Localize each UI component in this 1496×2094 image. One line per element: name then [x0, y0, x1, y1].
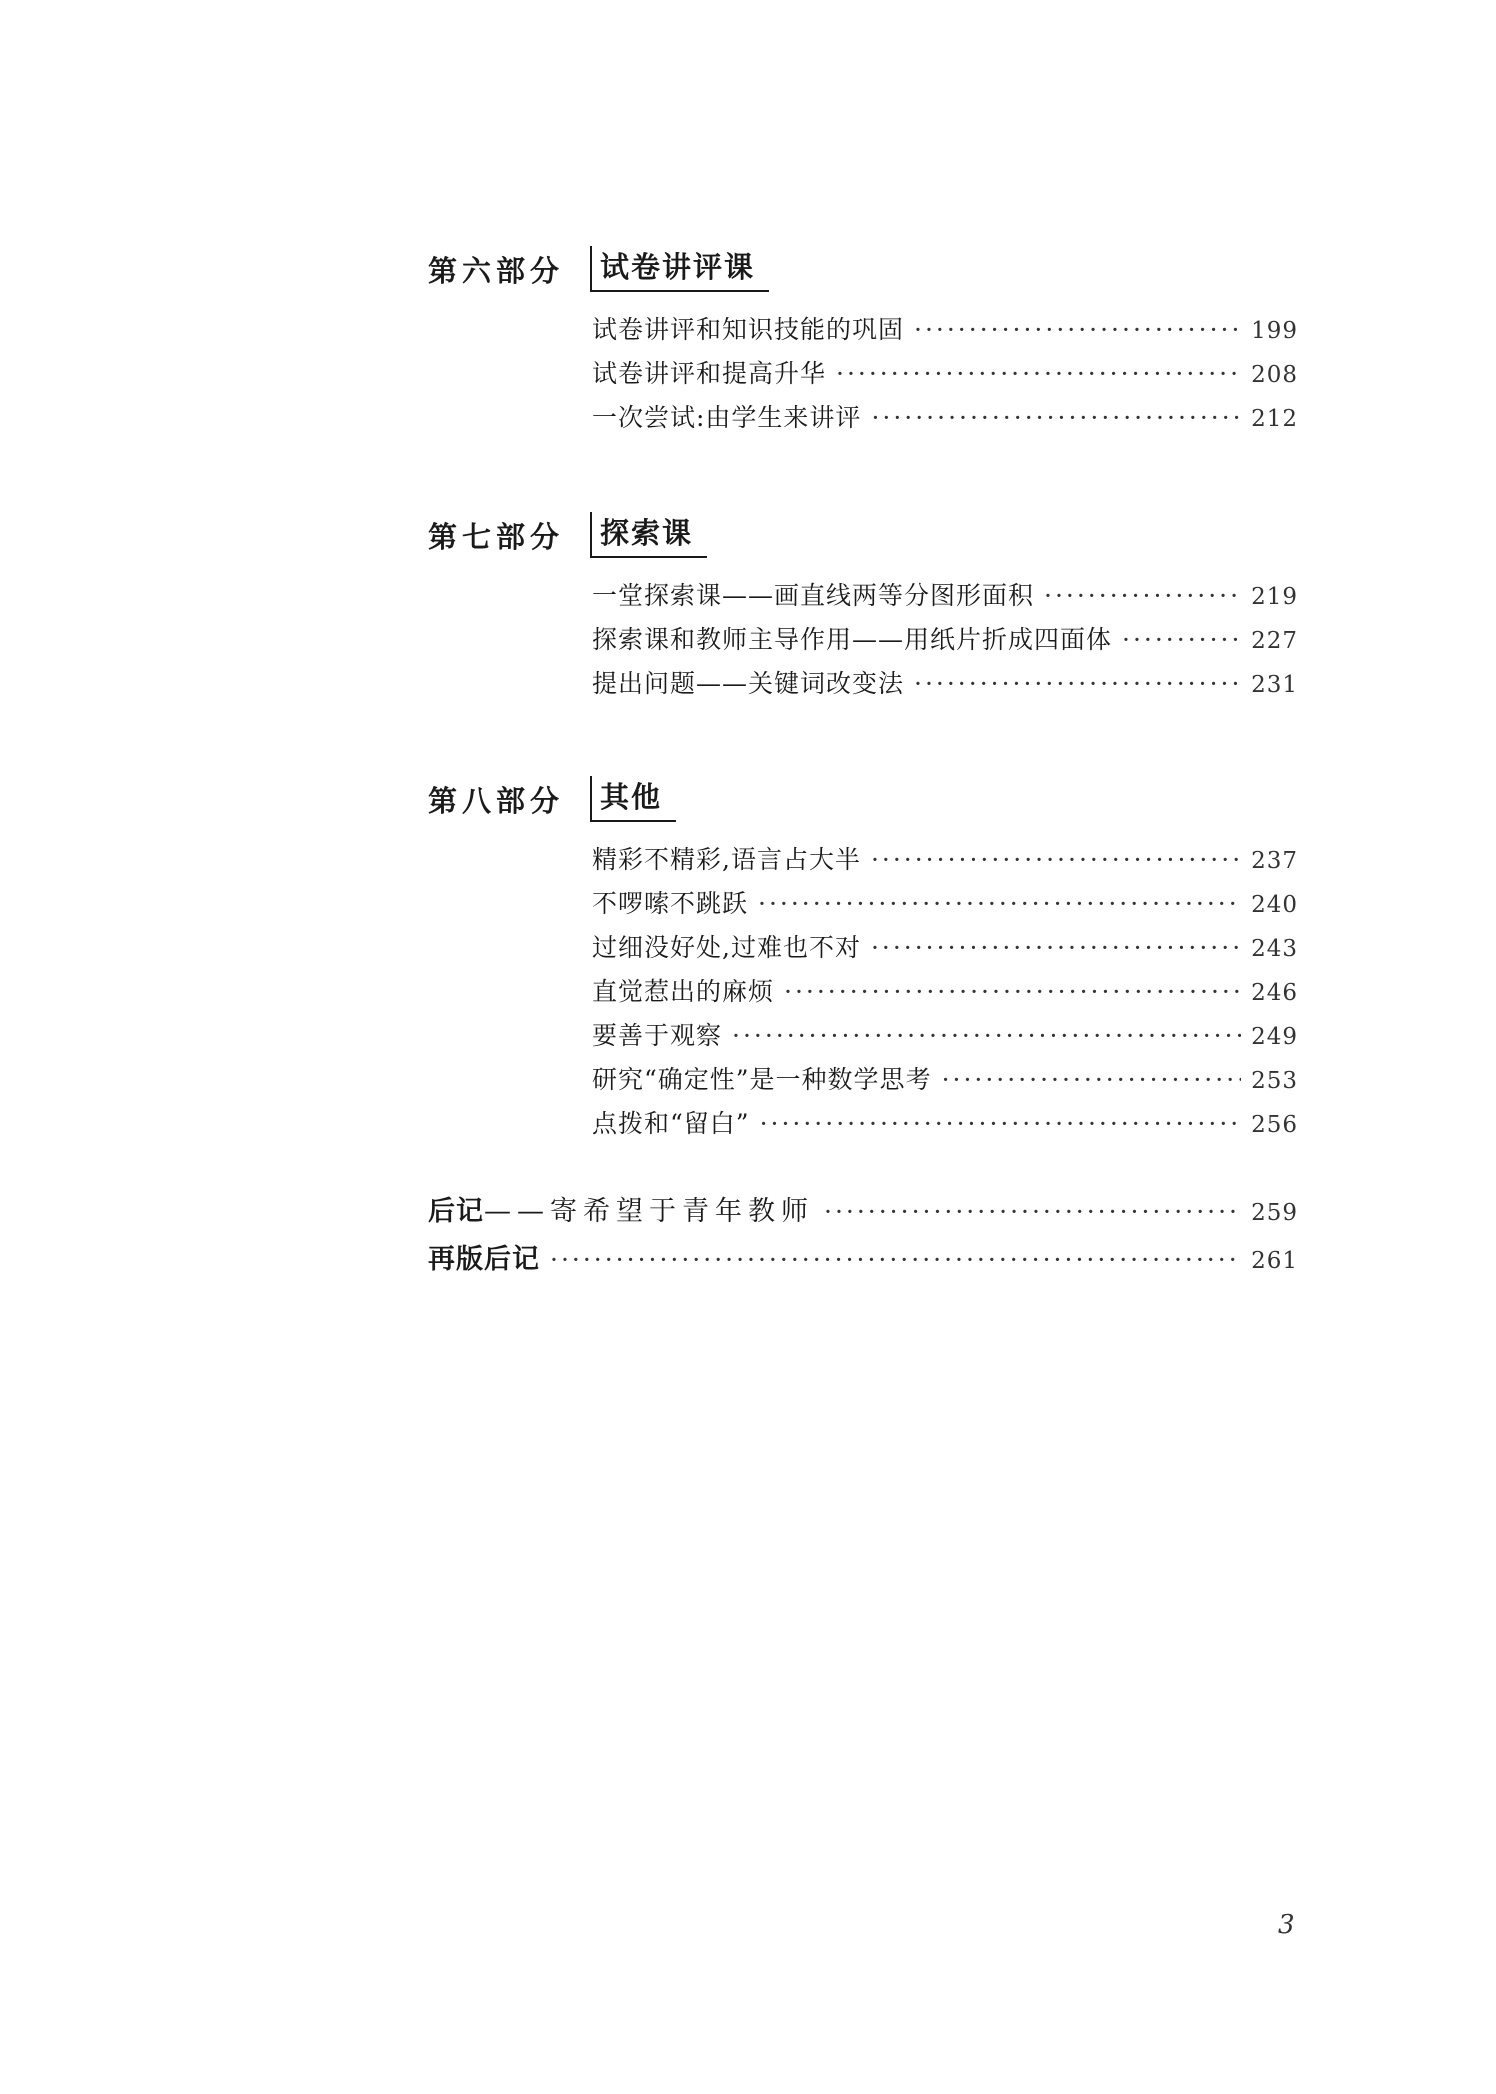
- toc-entry[interactable]: [592, 882, 1298, 926]
- toc-entry[interactable]: [592, 308, 1298, 352]
- toc-entry-title: [428, 1188, 814, 1236]
- leader-dots: [758, 882, 1241, 926]
- toc-entry[interactable]: [592, 926, 1298, 970]
- toc-entry-title: 不啰嗦不跳跃: [592, 889, 749, 918]
- leader-dots: [942, 1058, 1242, 1102]
- leader-dots: [871, 926, 1241, 970]
- toc-entry-page: 227: [1251, 628, 1298, 654]
- part-heading: [428, 512, 707, 558]
- toc-entry[interactable]: [592, 838, 1298, 882]
- toc-entry[interactable]: [592, 970, 1298, 1014]
- part-title: 其他: [590, 776, 676, 822]
- toc-entries: [592, 574, 1298, 706]
- part-heading: [428, 776, 676, 822]
- toc-entry-page: 212: [1251, 406, 1298, 432]
- part-label: 第八部分: [428, 783, 565, 818]
- toc-entry-title: 试卷讲评和知识技能的巩固: [592, 315, 905, 344]
- toc-entry-title: 直觉惹出的麻烦: [592, 977, 775, 1006]
- toc-entry-title: 提出问题——关键词改变法: [592, 669, 905, 698]
- toc-entry[interactable]: [592, 1102, 1298, 1146]
- leader-dots: [1044, 574, 1241, 618]
- toc-entry-page: 253: [1251, 1068, 1298, 1094]
- part-label: 第七部分: [428, 519, 565, 554]
- leader-dots: [836, 352, 1241, 396]
- toc-entry-page: 249: [1251, 1024, 1298, 1050]
- part-heading: [428, 246, 769, 292]
- toc-entry-page: 199: [1251, 318, 1298, 344]
- toc-entry-title: 探索课和教师主导作用——用纸片折成四面体: [592, 625, 1113, 654]
- toc-entry-page: 237: [1251, 848, 1298, 874]
- part-title: 探索课: [590, 512, 707, 558]
- toc-entry-title: 过细没好处,过难也不对: [592, 933, 861, 962]
- leader-dots: [871, 396, 1241, 440]
- afterword-title: 后记: [428, 1196, 484, 1227]
- leader-dots: [732, 1014, 1241, 1058]
- part-label: 第六部分: [428, 253, 565, 288]
- part-title: 试卷讲评课: [590, 246, 769, 292]
- leader-dots: [1122, 618, 1241, 662]
- toc-entry-afterword[interactable]: [428, 1188, 1298, 1236]
- toc-entry-title: 精彩不精彩,语言占大半: [592, 845, 861, 874]
- toc-entry-title: 试卷讲评和提高升华: [592, 359, 827, 388]
- toc-entry-page: 261: [1251, 1248, 1298, 1274]
- toc-entry-page: 208: [1251, 362, 1298, 388]
- toc-entry[interactable]: [592, 352, 1298, 396]
- toc-entry-page: 259: [1251, 1200, 1298, 1226]
- toc-entry[interactable]: [592, 396, 1298, 440]
- toc-entry-title: 再版后记: [428, 1244, 540, 1275]
- leader-dots: [914, 308, 1241, 352]
- toc-entries: [592, 838, 1298, 1146]
- leader-dots: [914, 662, 1241, 706]
- toc-entry-title: 点拨和“留白”: [592, 1109, 750, 1138]
- toc-entry-title: 研究“确定性”是一种数学思考: [592, 1065, 932, 1094]
- leader-dots: [824, 1188, 1241, 1236]
- toc-entry-page: 240: [1251, 892, 1298, 918]
- afterword-subtitle: ——寄希望于青年教师: [484, 1196, 814, 1227]
- leader-dots: [871, 838, 1241, 882]
- page-number: 3: [1278, 1910, 1295, 1940]
- leader-dots: [550, 1236, 1241, 1284]
- toc-entry-reprint-afterword[interactable]: [428, 1236, 1298, 1284]
- toc-entry-page: 219: [1251, 584, 1298, 610]
- toc-entries: [592, 308, 1298, 440]
- toc-entry-title: 要善于观察: [592, 1021, 723, 1050]
- toc-entry[interactable]: [592, 618, 1298, 662]
- toc-entry[interactable]: [592, 574, 1298, 618]
- toc-entry-page: 231: [1251, 672, 1298, 698]
- back-matter: [428, 1188, 1298, 1284]
- toc-entry[interactable]: [592, 1014, 1298, 1058]
- leader-dots: [760, 1102, 1242, 1146]
- toc-entry-page: 243: [1251, 936, 1298, 962]
- toc-entry-page: 246: [1251, 980, 1298, 1006]
- toc-entry-title: 一堂探索课——画直线两等分图形面积: [592, 581, 1035, 610]
- toc-entry-title: 一次尝试:由学生来讲评: [592, 403, 862, 432]
- leader-dots: [784, 970, 1241, 1014]
- toc-entry[interactable]: [592, 1058, 1298, 1102]
- toc-entry-page: 256: [1251, 1112, 1298, 1138]
- toc-entry[interactable]: [592, 662, 1298, 706]
